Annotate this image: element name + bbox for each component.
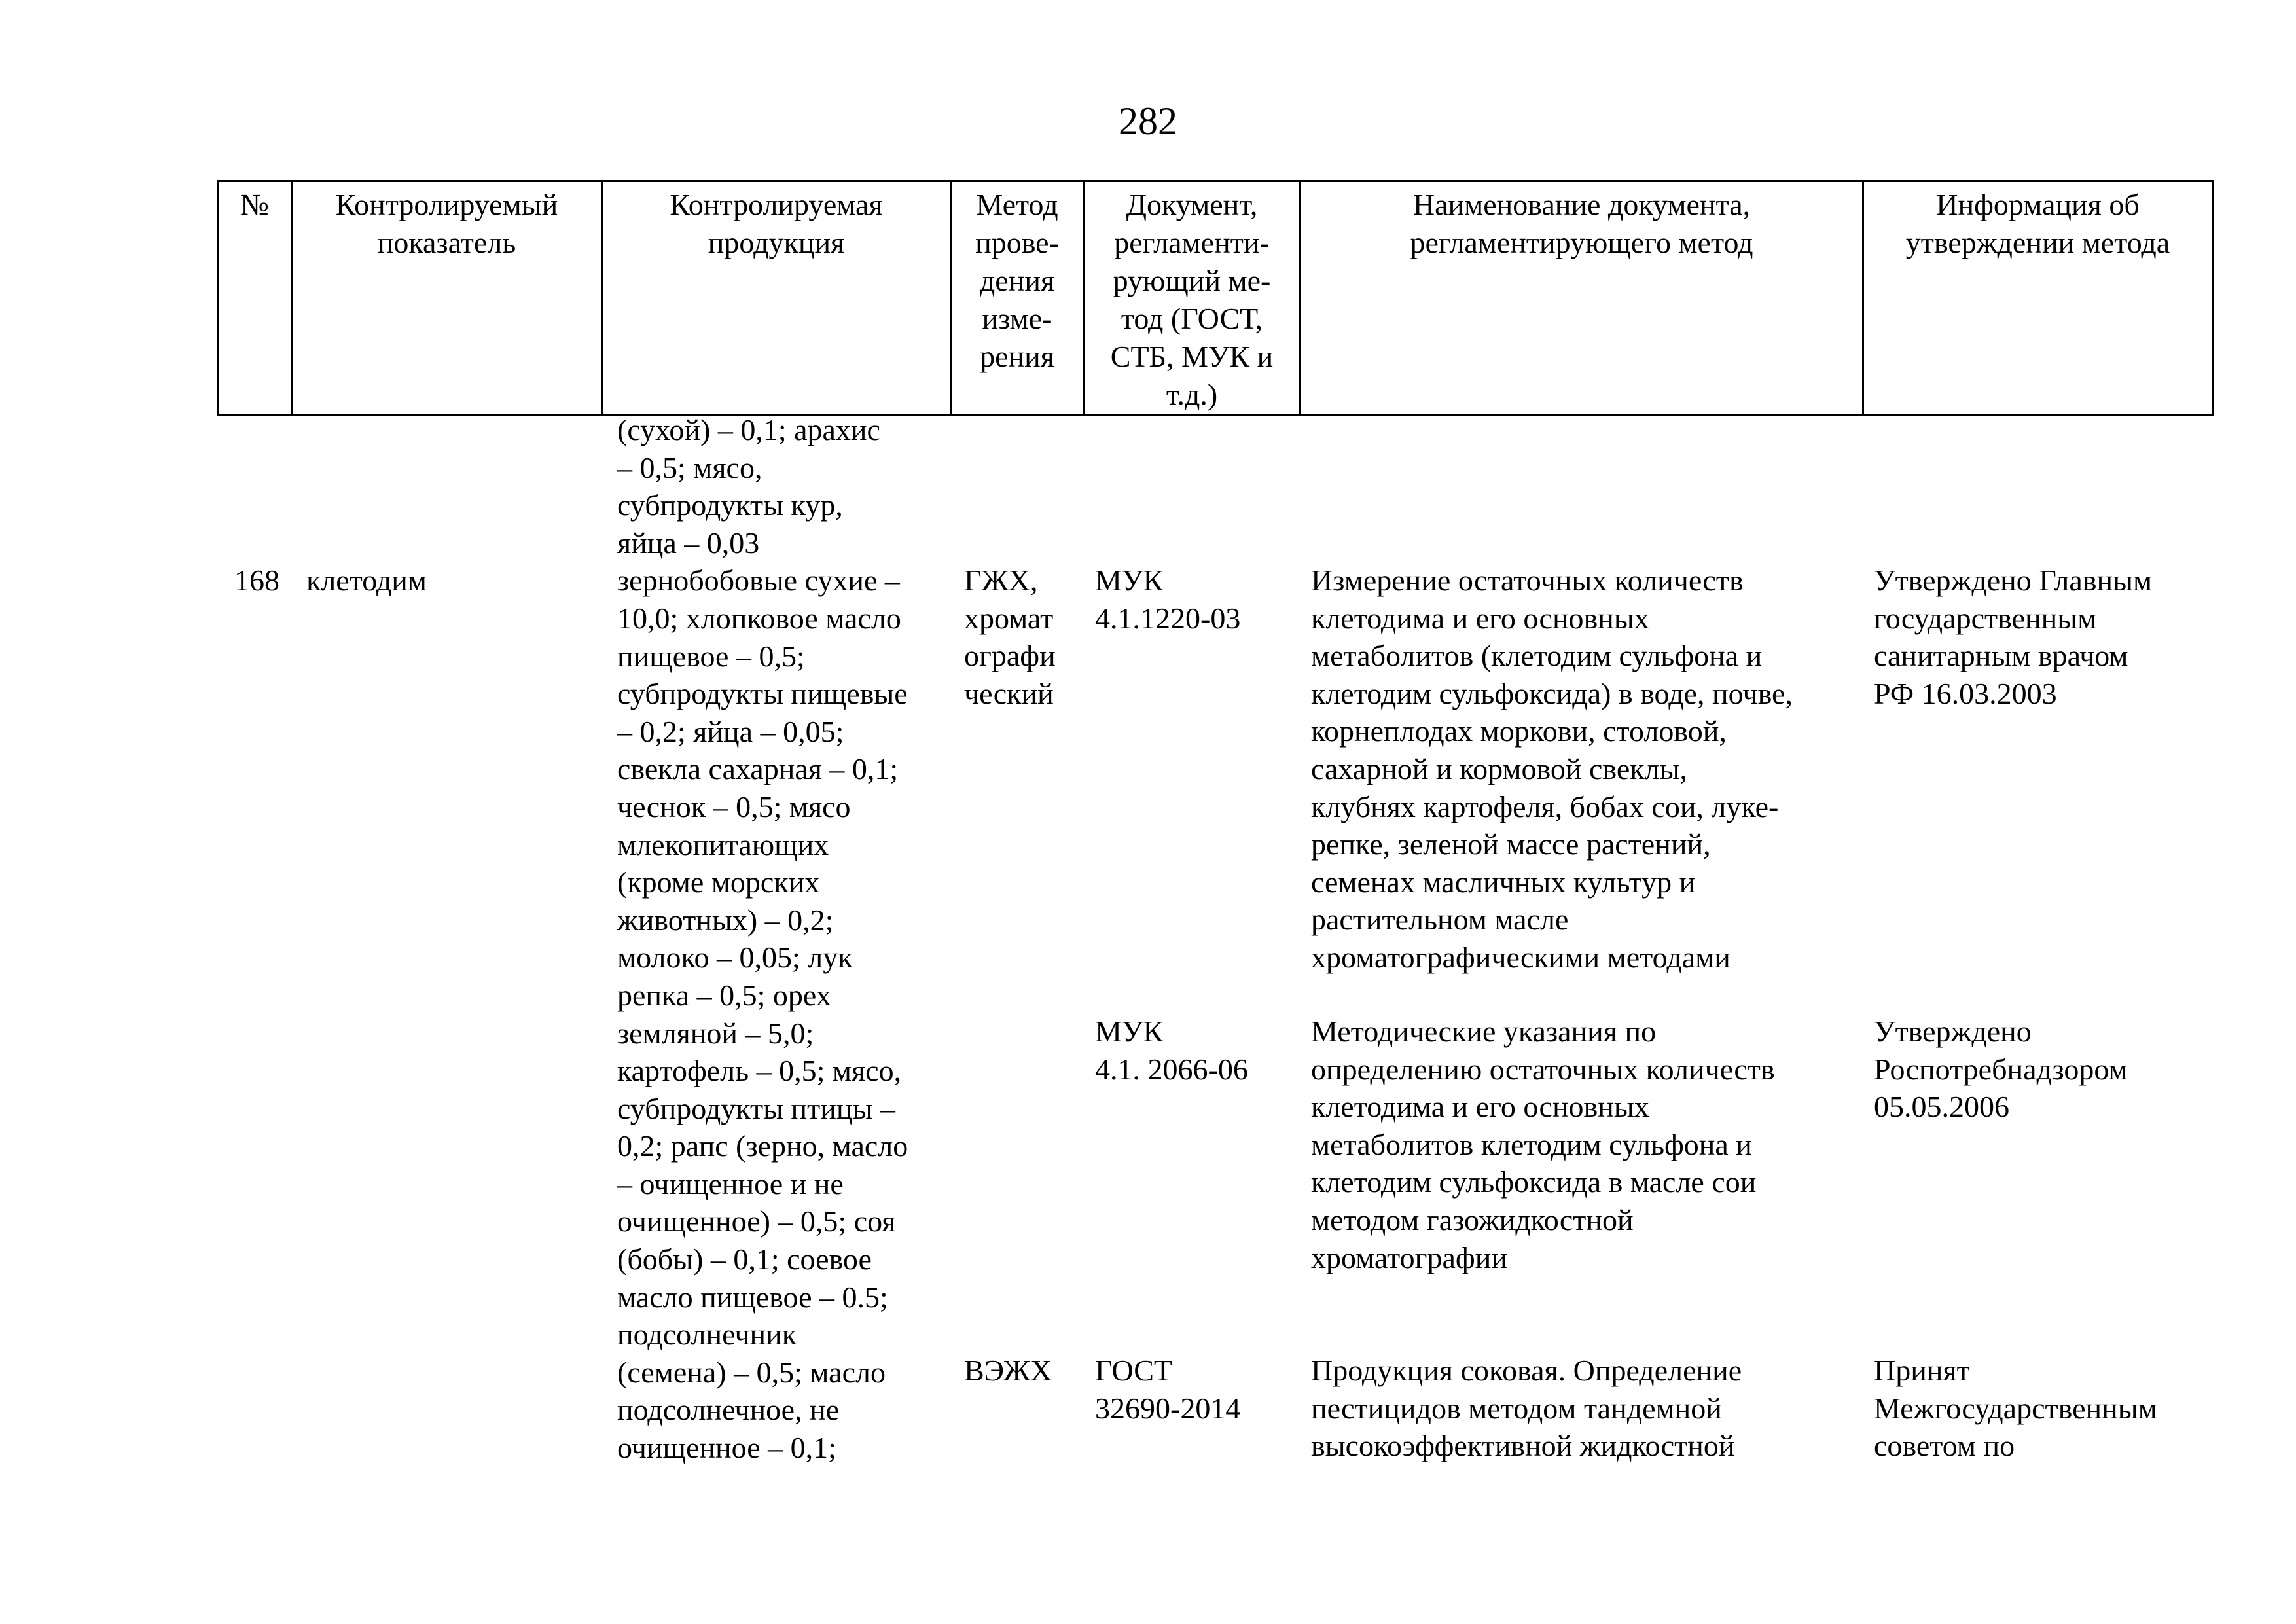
row-indicator: клетодим xyxy=(306,564,427,597)
header-document-name xyxy=(1300,181,1863,415)
header-approval xyxy=(1863,181,2213,415)
approval-1: Утверждено Главным государственным санитарным врачом РФ 16.03.2003 xyxy=(1874,564,2153,710)
header-row xyxy=(218,181,2213,415)
method-1: ГЖХ, хромат ографи ческий xyxy=(964,564,1056,710)
row-number: 168 xyxy=(234,564,279,597)
header-label: Контролируемый показатель xyxy=(335,188,558,259)
header-indicator xyxy=(292,181,602,415)
header-label: Документ, регламенти- рующий ме- тод (ГОСТ, СТБ, МУК и т.д.) xyxy=(1110,188,1274,411)
approval-3: Принят Межгосударственным советом по xyxy=(1874,1354,2157,1463)
header-method xyxy=(951,181,1084,415)
header-label: Контролируемая продукция xyxy=(670,188,883,259)
method-3: ВЭЖХ xyxy=(964,1354,1052,1387)
document-name-3: Продукция соковая. Определение пестицидов методом тандемной высокоэффективной жидкостной xyxy=(1311,1354,1742,1463)
document-name-1: Измерение остаточных количеств клетодима и его основных метаболитов (клетодим сульфона и клетодим сульфоксида) в воде, почве, корнеплодах моркови, столовой, сахарной и кормовой свеклы, клубнях картофеля, бобах сои, луке- репке, зеленой массе растений, семенах масличных культур и растительном масле хроматографическими методами xyxy=(1311,564,1793,974)
header-label: Метод прове- дения изме- рения xyxy=(975,188,1059,373)
document-name-2: Методические указания по определению остаточных количеств клетодима и его основных метаболитов клетодим сульфона и клетодим сульфоксида в масле сои методом газожидкостной хроматографии xyxy=(1311,1015,1775,1274)
header-label: Информация об утверждении метода xyxy=(1905,188,2170,259)
header-label: Наименование документа, регламентирующего метод xyxy=(1410,188,1753,259)
header-document xyxy=(1084,181,1300,415)
document-1: МУК 4.1.1220-03 xyxy=(1095,564,1241,635)
header-number xyxy=(218,181,292,415)
header-label: № xyxy=(240,188,269,221)
document-3: ГОСТ 32690-2014 xyxy=(1095,1354,1241,1425)
page-number: 282 xyxy=(1119,99,1177,143)
document-2: МУК 4.1. 2066-06 xyxy=(1095,1015,1248,1086)
header-products xyxy=(602,181,951,415)
row-products: (сухой) – 0,1; арахис – 0,5; мясо, субпродукты кур, яйца – 0,03 зернобобовые сухие – 10,0; хлопковое масло пищевое – 0,5; субпродукты пищевые – 0,2; яйца – 0,05; свекла сахарная – 0,1; чеснок – 0,5; мясо млекопитающих (кроме морских животных) – 0,2; молоко – 0,05; лук репка – 0,5; орех земляной – 5,0; картофель – 0,5; мясо, субпродукты птицы – 0,2; рапс (зерно, масло – очищенное и не очищенное) – 0,5; соя (бобы) – 0,1; соевое масло пищевое – 0.5; подсолнечник (семена) – 0,5; масло подсолнечное, не очищенное – 0,1; xyxy=(617,413,908,1465)
approval-2: Утверждено Роспотребнадзором 05.05.2006 xyxy=(1874,1015,2128,1124)
table-header xyxy=(217,180,2214,416)
